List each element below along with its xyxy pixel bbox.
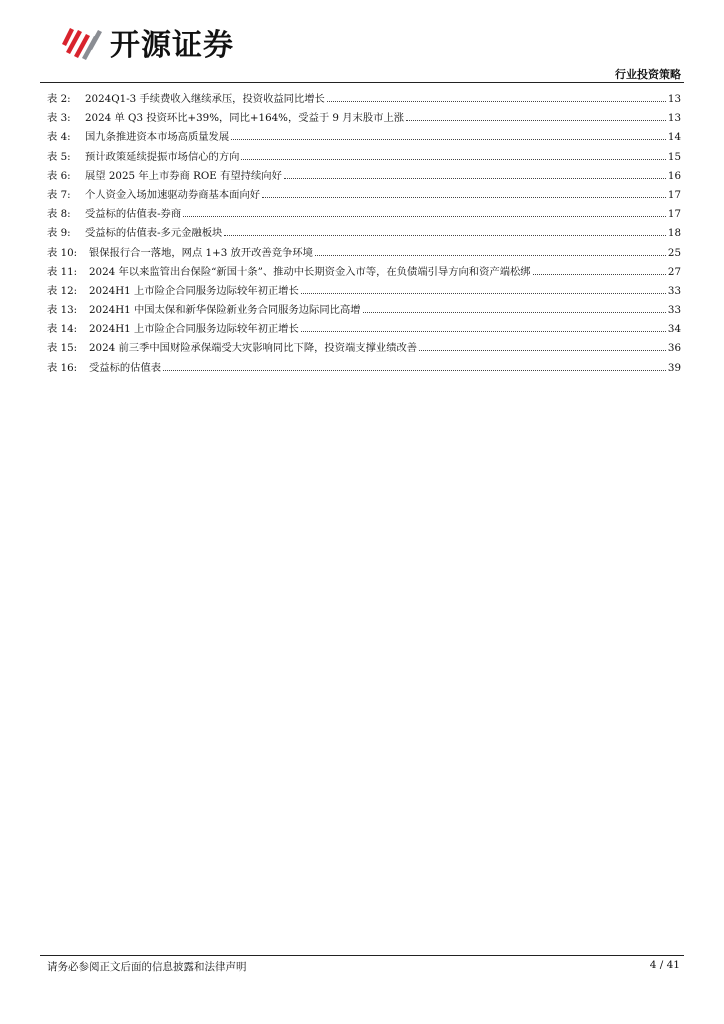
footer-disclaimer: 请务必参阅正文后面的信息披露和法律声明 bbox=[47, 961, 247, 973]
toc-entry-page: 14 bbox=[667, 131, 681, 144]
company-logo bbox=[60, 22, 234, 62]
toc-entry[interactable] bbox=[47, 128, 681, 147]
toc-entry-page: 13 bbox=[667, 93, 681, 105]
toc-leader-dots bbox=[301, 293, 666, 294]
toc-entry-label: 表 5: bbox=[47, 150, 71, 163]
toc-entry-page: 27 bbox=[667, 265, 681, 278]
toc-leader-dots bbox=[363, 312, 666, 313]
toc-leader-dots bbox=[231, 139, 666, 140]
toc-leader-dots bbox=[163, 370, 666, 371]
toc-entry-title: 预计政策延续提振市场信心的方向 bbox=[85, 150, 240, 163]
toc-entry-page: 39 bbox=[667, 361, 681, 374]
toc-entry[interactable] bbox=[47, 244, 681, 263]
logo-mark-icon bbox=[60, 22, 104, 62]
toc-entry-label: 表 11: bbox=[47, 265, 78, 278]
toc-entry-label: 表 16: bbox=[47, 361, 78, 374]
toc-leader-dots bbox=[241, 159, 665, 160]
toc-entry-title: 2024H1 上市险企合同服务边际较年初正增长 bbox=[89, 323, 299, 336]
toc-entry-label: 表 12: bbox=[47, 284, 78, 297]
toc-entry-label: 表 15: bbox=[47, 342, 78, 355]
toc-entry[interactable] bbox=[47, 90, 681, 109]
toc-entry[interactable] bbox=[47, 339, 681, 358]
toc-leader-dots bbox=[284, 178, 666, 179]
toc-entry-label: 表 6: bbox=[47, 169, 71, 182]
toc-entry-page: 36 bbox=[667, 342, 681, 355]
toc-entry-title: 展望 2025 年上市券商 ROE 有望持续向好 bbox=[85, 169, 282, 182]
toc-leader-dots bbox=[262, 197, 666, 198]
toc-entry-page: 33 bbox=[667, 284, 681, 297]
toc-entry-title: 个人资金入场加速驱动券商基本面向好 bbox=[85, 188, 261, 201]
toc-entry-page: 13 bbox=[667, 112, 681, 125]
toc-entry-label: 表 13: bbox=[47, 304, 78, 317]
toc-entry-label: 表 14: bbox=[47, 323, 78, 336]
toc-entry-page: 18 bbox=[667, 227, 681, 240]
footer-divider bbox=[40, 955, 684, 956]
toc-entry[interactable] bbox=[47, 205, 681, 224]
toc-entry[interactable] bbox=[47, 301, 681, 320]
toc-entry-page: 15 bbox=[667, 150, 681, 163]
toc-entry-title: 2024Q1-3 手续费收入继续承压，投资收益同比增长 bbox=[85, 93, 325, 105]
toc-entry-title: 受益标的估值表-多元金融板块 bbox=[85, 227, 223, 240]
toc-leader-dots bbox=[406, 120, 666, 121]
toc-entry[interactable] bbox=[47, 320, 681, 339]
report-type-label: 行业投资策略 bbox=[615, 68, 681, 81]
toc-entry-title: 2024 前三季中国财险承保端受大灾影响同比下降，投资端支撑业绩改善 bbox=[89, 342, 418, 355]
toc-leader-dots bbox=[301, 331, 666, 332]
toc-leader-dots bbox=[533, 274, 666, 275]
toc-entry[interactable] bbox=[47, 148, 681, 167]
toc-entry-title: 2024 年以来监管出台保险“新国十条”、推动中长期资金入市等，在负债端引导方向和资产端松绑 bbox=[89, 265, 531, 278]
toc-leader-dots bbox=[419, 350, 666, 351]
toc-entry[interactable] bbox=[47, 359, 681, 378]
table-of-tables bbox=[47, 90, 681, 378]
toc-entry-label: 表 2: bbox=[47, 93, 71, 105]
toc-entry-title: 2024 单 Q3 投资环比+39%，同比+164%，受益于 9 月末股市上涨 bbox=[85, 112, 405, 125]
toc-entry-page: 25 bbox=[667, 246, 681, 259]
header-divider bbox=[40, 82, 684, 83]
toc-leader-dots bbox=[327, 101, 666, 102]
footer-page-number: 4 / 41 bbox=[649, 959, 680, 971]
toc-entry-label: 表 7: bbox=[47, 188, 71, 201]
toc-entry-title: 2024H1 上市险企合同服务边际较年初正增长 bbox=[89, 284, 299, 297]
toc-entry[interactable] bbox=[47, 167, 681, 186]
toc-entry-title: 2024H1 中国太保和新华保险新业务合同服务边际同比高增 bbox=[89, 304, 361, 317]
toc-entry-page: 16 bbox=[667, 169, 681, 182]
toc-entry[interactable] bbox=[47, 186, 681, 205]
toc-entry-label: 表 8: bbox=[47, 208, 71, 221]
toc-entry-page: 33 bbox=[667, 304, 681, 317]
toc-entry-page: 17 bbox=[667, 208, 681, 221]
toc-entry-page: 34 bbox=[667, 323, 681, 336]
toc-entry-label: 表 3: bbox=[47, 112, 71, 125]
toc-entry-title: 银保报行合一落地，网点 1+3 放开改善竞争环境 bbox=[89, 246, 313, 259]
toc-entry-title: 国九条推进资本市场高质量发展 bbox=[85, 131, 230, 144]
toc-entry-title: 受益标的估值表 bbox=[89, 361, 162, 374]
toc-entry[interactable] bbox=[47, 263, 681, 282]
toc-entry-page: 17 bbox=[667, 188, 681, 201]
toc-entry-label: 表 9: bbox=[47, 227, 71, 240]
toc-leader-dots bbox=[315, 255, 666, 256]
toc-entry-label: 表 10: bbox=[47, 246, 78, 259]
toc-entry-title: 受益标的估值表-券商 bbox=[85, 208, 182, 221]
toc-leader-dots bbox=[183, 216, 666, 217]
logo-text: 开源证券 bbox=[110, 28, 234, 63]
toc-entry[interactable] bbox=[47, 282, 681, 301]
toc-entry[interactable] bbox=[47, 109, 681, 128]
toc-entry[interactable] bbox=[47, 224, 681, 243]
toc-leader-dots bbox=[224, 235, 666, 236]
toc-entry-label: 表 4: bbox=[47, 131, 71, 144]
